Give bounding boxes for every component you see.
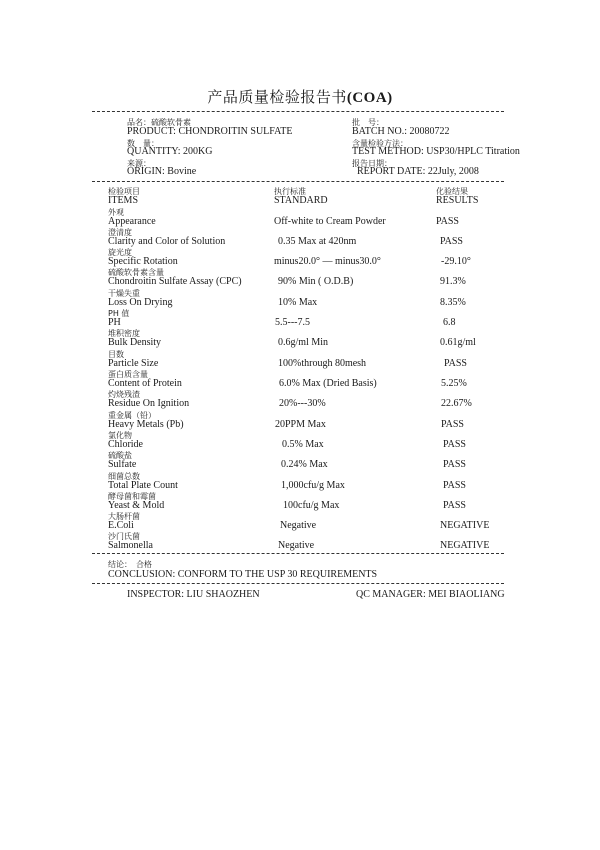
row-item: Sulfate <box>108 459 137 470</box>
row-standard: 100%through 80mesh <box>278 358 367 369</box>
conclusion-text: CONCLUSION: CONFORM TO THE USP 30 REQUIREMENTS <box>108 569 378 580</box>
row-item: Particle Size <box>108 358 159 369</box>
row-item-cn: 沙门氏菌 <box>108 532 140 541</box>
row-result: 91.3% <box>440 276 466 287</box>
row-standard: 5.5---7.5 <box>275 317 310 328</box>
method-label-cn: 含量检验方法： <box>352 139 408 148</box>
row-item: Chondroitin Sulfate Assay (CPC) <box>108 276 242 287</box>
header-divider <box>92 181 504 182</box>
row-item: Yeast & Mold <box>108 500 165 511</box>
table-row <box>0 207 600 227</box>
col-standard-cn: 执行标准 <box>274 187 306 196</box>
row-result: PASS <box>443 459 466 470</box>
product-label-cn: 品名：硫酸软骨素 <box>127 118 191 127</box>
row-item: Bulk Density <box>108 337 162 348</box>
row-item-cn: 细菌总数 <box>108 472 140 481</box>
table-divider <box>92 553 504 554</box>
table-row <box>0 450 600 470</box>
row-item-cn: 大肠杆菌 <box>108 512 140 521</box>
title-divider <box>92 111 504 112</box>
row-standard: 10% Max <box>278 297 318 308</box>
table-row <box>0 328 600 348</box>
col-items: ITEMS <box>108 195 138 206</box>
table-row <box>0 471 600 491</box>
row-item-cn: 蛋白质含量 <box>108 370 148 379</box>
row-item-cn: 重金属（铅） <box>108 411 156 420</box>
row-item-cn: 灼烧残渣 <box>108 390 140 399</box>
row-item: Total Plate Count <box>108 480 178 491</box>
product-value: PRODUCT: CHONDROITIN SULFATE <box>127 126 293 137</box>
row-result: 5.25% <box>441 378 467 389</box>
conclusion-divider <box>92 583 504 584</box>
row-standard: Negative <box>278 540 315 551</box>
row-standard: 90% Min ( O.D.B) <box>278 276 354 287</box>
row-standard: 20PPM Max <box>275 419 326 430</box>
row-result: PASS <box>440 236 463 247</box>
batch-label-cn: 批 号： <box>352 118 384 127</box>
document-title <box>0 86 600 107</box>
row-standard: 6.0% Max (Dried Basis) <box>279 378 377 389</box>
row-standard: 20%---30% <box>279 398 326 409</box>
table-row <box>0 531 600 551</box>
row-result: -29.10° <box>441 256 471 267</box>
row-item-cn: 目数 <box>108 350 124 359</box>
row-item-cn: 外观 <box>108 208 124 217</box>
row-item: Chloride <box>108 439 143 450</box>
row-item-cn: 氯化物 <box>108 431 132 440</box>
row-item: Residue On Ignition <box>108 398 190 409</box>
row-result: 22.67% <box>441 398 472 409</box>
row-result: PASS <box>444 358 467 369</box>
row-item: Appearance <box>108 216 156 227</box>
row-standard: 1,000cfu/g Max <box>281 480 345 491</box>
table-row <box>0 410 600 430</box>
inspector-signature: INSPECTOR: LIU SHAOZHEN <box>127 589 260 600</box>
origin-value: ORIGIN: Bovine <box>127 166 197 177</box>
table-row <box>0 369 600 389</box>
row-item-cn: PH 值 <box>108 309 130 318</box>
row-result: PASS <box>443 480 466 491</box>
row-standard: 0.6g/ml Min <box>278 337 329 348</box>
qc-manager-signature: QC MANAGER: MEI BIAOLIANG <box>356 589 505 600</box>
row-item: Specific Rotation <box>108 256 178 267</box>
row-result: PASS <box>443 439 466 450</box>
row-standard: Off-white to Cream Powder <box>274 216 386 227</box>
date-value: REPORT DATE: 22July, 2008 <box>357 166 479 177</box>
table-row <box>0 247 600 267</box>
row-item: PH <box>108 317 121 328</box>
table-row <box>0 511 600 531</box>
origin-label-cn: 来源： <box>127 159 151 168</box>
row-standard: Negative <box>280 520 317 531</box>
row-result: 8.35% <box>440 297 466 308</box>
row-result: PASS <box>436 216 459 227</box>
row-item: Content of Protein <box>108 378 182 389</box>
row-item: Clarity and Color of Solution <box>108 236 226 247</box>
col-standard: STANDARD <box>274 195 328 206</box>
row-standard: 0.5% Max <box>282 439 324 450</box>
row-item: Salmonella <box>108 540 153 551</box>
row-standard: 0.24% Max <box>281 459 328 470</box>
row-item-cn: 硫酸盐 <box>108 451 132 460</box>
row-item-cn: 酵母菌和霉菌 <box>108 492 156 501</box>
col-results: RESULTS <box>436 195 479 206</box>
table-row <box>0 267 600 287</box>
table-row <box>0 308 600 328</box>
row-result: 6.8 <box>443 317 456 328</box>
quantity-value: QUANTITY: 200KG <box>127 146 213 157</box>
table-row <box>0 491 600 511</box>
row-item-cn: 硫酸软骨素含量 <box>108 268 164 277</box>
quantity-label-cn: 数 量： <box>127 139 159 148</box>
row-item-cn: 干燥失重 <box>108 289 140 298</box>
col-items-cn: 检验项目 <box>108 187 140 196</box>
method-value: TEST METHOD: USP30/HPLC Titration <box>352 146 520 157</box>
row-result: PASS <box>443 500 466 511</box>
row-result: NEGATIVE <box>440 540 490 551</box>
title-chinese: 产品质量检验报告书 <box>207 90 347 106</box>
row-item-cn: 堆积密度 <box>108 329 140 338</box>
title-coa: (COA) <box>346 90 393 106</box>
row-item: Loss On Drying <box>108 297 173 308</box>
row-standard: 100cfu/g Max <box>283 500 340 511</box>
table-row <box>0 389 600 409</box>
row-item-cn: 澄清度 <box>108 228 132 237</box>
date-label-cn: 报告日期： <box>352 159 392 168</box>
row-result: 0.61g/ml <box>440 337 476 348</box>
row-item: Heavy Metals (Pb) <box>108 419 184 430</box>
col-results-cn: 化验结果 <box>436 187 468 196</box>
row-standard: minus20.0° — minus30.0° <box>274 256 381 267</box>
row-result: NEGATIVE <box>440 520 490 531</box>
batch-value: BATCH NO.: 20080722 <box>352 126 450 137</box>
table-row <box>0 227 600 247</box>
table-row <box>0 288 600 308</box>
row-standard: 0.35 Max at 420nm <box>278 236 357 247</box>
row-item: E.Coli <box>108 520 134 531</box>
table-row <box>0 349 600 369</box>
row-item-cn: 旋光度 <box>108 248 132 257</box>
row-result: PASS <box>441 419 464 430</box>
table-row <box>0 430 600 450</box>
conclusion-cn: 结论： 合格 <box>108 560 152 569</box>
